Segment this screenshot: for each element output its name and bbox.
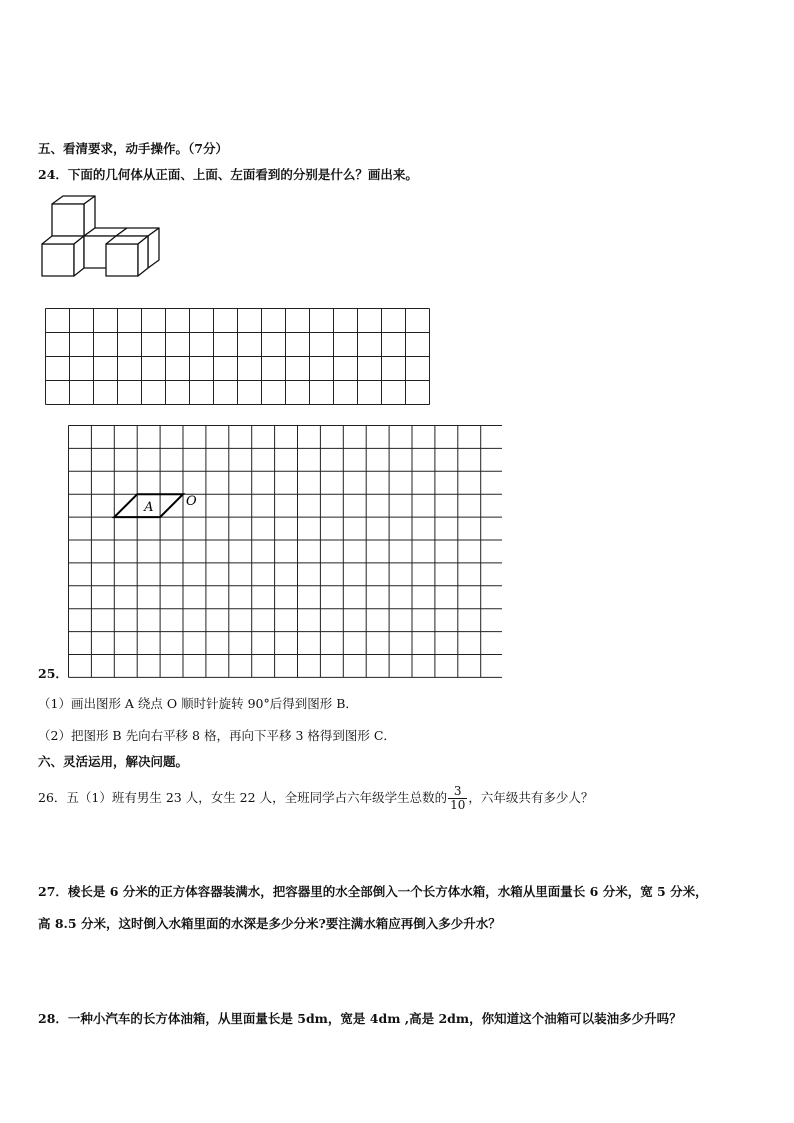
question-26-text-after: ，六年级共有多少人？	[468, 790, 594, 805]
question-25-number: 25．	[38, 666, 68, 681]
question-25-sub1: （1）画出图形 A 绕点 O 顺时针旋转 90°后得到图形 B．	[38, 696, 358, 711]
rotation-grid	[66, 423, 502, 683]
question-25-sub2: （2）把图形 B 先向右平移 8 格，再向下平移 3 格得到图形 C．	[38, 728, 396, 743]
question-27-line1: 27．棱长是 6 分米的正方体容器装满水，把容器里的水全部倒入一个长方体水箱，水箱从里面量长 6 分米，宽 5 分米，	[38, 884, 708, 899]
question-26-text	[38, 779, 593, 817]
fraction-denominator: 10	[450, 798, 466, 812]
point-label-o: O	[186, 494, 197, 510]
question-27-line2: 高 8.5 分米，这时倒入水箱里面的水深是多少分米?要注满水箱应再倒入多少升水？	[38, 916, 501, 931]
cube-solid-figure	[38, 194, 168, 290]
drawing-grid-small	[43, 307, 433, 407]
question-28-text: 28．一种小汽车的长方体油箱，从里面量长是 5dm，宽是 4dm ,高是 2dm，你知道这个油箱可以装油多少升吗？	[38, 1011, 682, 1026]
shape-label-a: A	[144, 500, 154, 516]
section-heading-5: 五、看清要求，动手操作。（7分）	[38, 141, 228, 156]
section-heading-6: 六、灵活运用，解决问题。	[38, 754, 189, 769]
question-26-text-before: 26．五（1）班有男生 23 人，女生 22 人，全班同学占六年级学生总数的	[38, 790, 448, 805]
fraction-three-tenths	[448, 785, 467, 812]
fraction-numerator: 3	[448, 785, 467, 799]
question-24-text: 24．下面的几何体从正面、上面、左面看到的分别是什么？画出来。	[38, 167, 418, 182]
